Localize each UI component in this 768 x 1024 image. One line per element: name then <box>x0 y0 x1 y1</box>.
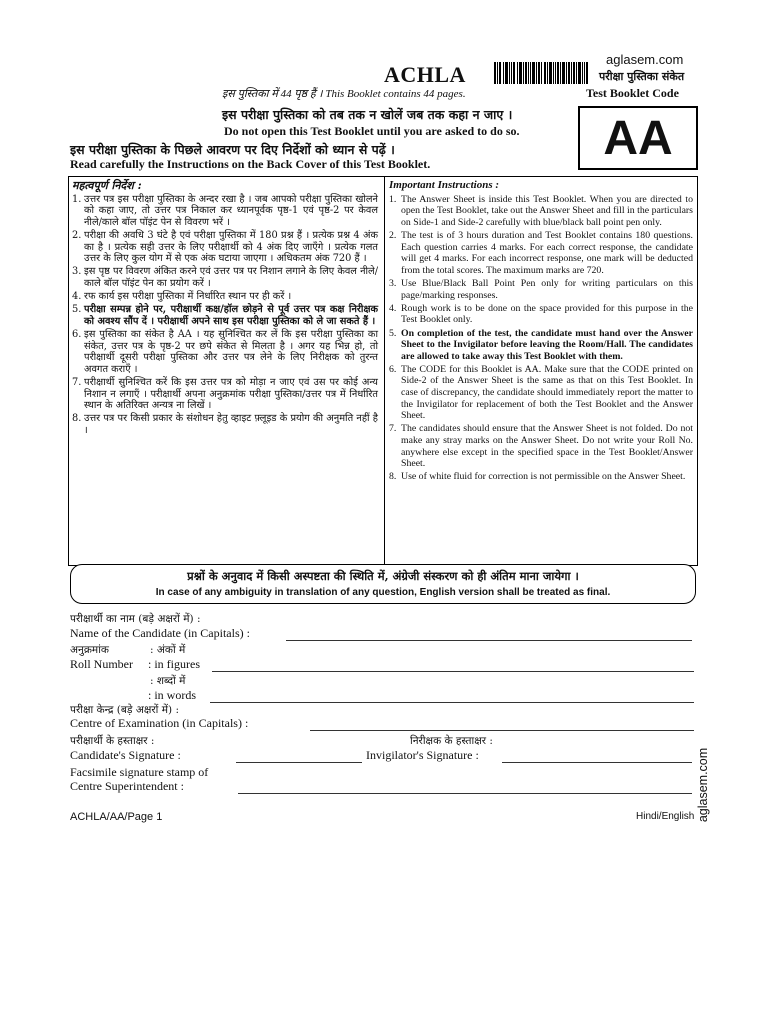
roll-number-label: Roll Number <box>70 657 133 671</box>
item-text: परीक्षा सम्पन्न होने पर, परीक्षार्थी कक्ष/हॉल छोड़ने से पूर्व उत्तर पत्र कक्ष निरीक्षक को अवश्य सौंप दें । परीक्षार्थी अपने साथ इस परीक्षा पुस्तिका को ले जा सकते हैं । <box>84 304 378 327</box>
in-words-label: : in words <box>148 688 196 702</box>
item-text: रफ कार्य इस परीक्षा पुस्तिका में निर्धारित स्थान पर ही करें । <box>84 291 292 303</box>
in-figures-label: : in figures <box>148 657 200 671</box>
instructions-hindi-title: महत्वपूर्ण निर्देश : <box>72 179 142 192</box>
item-number: 3. <box>389 277 397 289</box>
instruction-item-en-8 <box>389 471 693 483</box>
in-words-label-hindi: : शब्दों में <box>150 675 186 687</box>
item-number: 8. <box>72 413 82 425</box>
stamp-label-line1: Facsimile signature stamp of <box>70 765 209 779</box>
item-number: 2. <box>389 229 397 241</box>
page-footer-language: Hindi/English <box>636 811 695 822</box>
ambiguity-notice: In case of any ambiguity in translation of any question, English version shall be treated as final. <box>155 587 611 598</box>
item-text: इस पुस्तिका का संकेत है AA । यह सुनिश्चित कर लें कि इस परीक्षा पुस्तिका का संकेत, उत्तर पत्र के पृष्ठ-2 पर छपे संकेत से मिलता है । अगर यह भिन्न हो, तो परीक्षार्थी दूसरी परीक्षा पुस्तिका और उत्तर पत्र लेने के लिए निरीक्षक को तुरन्त अवगत कराएँ । <box>84 329 378 375</box>
site-watermark-top: aglasem.com <box>606 52 684 67</box>
instruction-item-en-6 <box>389 364 693 422</box>
do-not-open-notice: Do not open this Test Booklet until you are asked to do so. <box>224 124 520 138</box>
stamp-label-line2: Centre Superintendent : <box>70 779 184 793</box>
item-number: 5. <box>389 327 397 339</box>
superintendent-stamp-field[interactable] <box>238 793 692 794</box>
item-number: 5. <box>72 304 82 316</box>
item-text: परीक्षा की अवधि 3 घंटे है एवं परीक्षा पुस्तिका में 180 प्रश्न हैं । प्रत्येक प्रश्न 4 अंक का है । प्रत्येक सही उत्तर के लिए परीक्षार्थी को 4 अंक दिए जाएँगे । प्रत्येक गलत उत्तर के लिए कुल योग में से एक अंक घटाया जाएगा । अधिकतम अंक 720 हैं । <box>84 229 378 265</box>
instruction-item-hi-8 <box>72 413 378 436</box>
candidate-name-label: Name of the Candidate (in Capitals) : <box>70 626 250 640</box>
instruction-item-hi-7 <box>72 377 378 412</box>
instructions-hindi-column <box>72 180 378 438</box>
exam-centre-field[interactable] <box>310 730 694 731</box>
item-number: 4. <box>72 291 82 303</box>
item-number: 1. <box>72 193 82 205</box>
invigilator-signature-label-hindi: निरीक्षक के हस्ताक्षर : <box>410 735 493 747</box>
booklet-code-label: Test Booklet Code <box>586 86 679 100</box>
back-cover-notice: Read carefully the Instructions on the Back Cover of this Test Booklet. <box>70 157 431 171</box>
booklet-title: ACHLA <box>384 62 466 87</box>
item-text: On completion of the test, the candidate must hand over the Answer Sheet to the Invigilator before leaving the Room/Hall. The candidates are allowed to take away this Test Booklet with them. <box>401 327 693 362</box>
back-cover-notice-hindi: इस परीक्षा पुस्तिका के पिछले आवरण पर दिए निर्देशों को ध्यान से पढ़ें । <box>70 142 395 157</box>
item-text: परीक्षार्थी सुनिश्चित करें कि इस उत्तर पत्र को मोड़ा न जाए एवं उस पर कोई अन्य निशान न लगाएँ । परीक्षार्थी अपना अनुक्रमांक परीक्षा पुस्तिका/उत्तर पत्र में निर्धारित स्थान के अतिरिक्त अन्यत्र ना लिखें । <box>84 377 378 412</box>
roll-number-label-hindi: अनुक्रमांक <box>70 644 109 656</box>
item-number: 4. <box>389 302 397 314</box>
instructions-divider <box>384 176 385 566</box>
in-figures-label-hindi: : अंकों में <box>150 644 186 656</box>
invigilator-signature-label: Invigilator's Signature : <box>366 748 479 762</box>
instruction-item-en-5 <box>389 328 693 363</box>
barcode-icon <box>494 62 588 84</box>
instruction-item-hi-3 <box>72 266 378 289</box>
item-number: 6. <box>389 363 397 375</box>
item-text: Rough work is to be done on the space provided for this purpose in the Test Booklet only. <box>401 302 693 326</box>
item-number: 7. <box>389 423 397 435</box>
item-text: The candidates should ensure that the Answer Sheet is not folded. Do not make any stray marks on the Answer Sheet. Do not write your Roll No. anywhere else except in the specified space in the Test Booklet/Answer Sheet. <box>401 423 693 470</box>
booklet-code-box: AA <box>578 106 698 170</box>
instruction-item-hi-1 <box>72 194 378 229</box>
instruction-item-en-2 <box>389 230 693 276</box>
candidate-signature-label: Candidate's Signature : <box>70 748 181 762</box>
invigilator-signature-field[interactable] <box>502 762 692 763</box>
item-number: 3. <box>72 266 82 278</box>
candidate-signature-field[interactable] <box>236 762 362 763</box>
candidate-signature-label-hindi: परीक्षार्थी के हस्ताक्षर : <box>70 735 155 747</box>
page-footer-id: ACHLA/AA/Page 1 <box>70 811 163 823</box>
item-text: उत्तर पत्र इस परीक्षा पुस्तिका के अन्दर रखा है । जब आपको परीक्षा पुस्तिका खोलने को कहा जाए, तो उत्तर पत्र निकाल कर ध्यानपूर्वक पृष्ठ-1 एवं पृष्ठ-2 पर केवल नीले/काले बॉल पॉइंट पेन से विवरण भरें । <box>84 193 378 228</box>
instruction-item-hi-4 <box>72 291 378 303</box>
item-text: The Answer Sheet is inside this Test Booklet. When you are directed to open the Test Booklet, take out the Answer Sheet and fill in the particulars on Side-1 and Side-2 carefully with blue/black ball point pen only. <box>401 193 693 228</box>
item-text: इस पृष्ठ पर विवरण अंकित करने एवं उत्तर पत्र पर निशान लगाने के लिए केवल नीले/काले बॉल पॉइंट पेन का प्रयोग करें । <box>84 266 378 289</box>
roll-number-words-field[interactable] <box>210 702 694 703</box>
instruction-item-en-4 <box>389 303 693 326</box>
do-not-open-hindi: इस परीक्षा पुस्तिका को तब तक न खोलें जब तक कहा न जाए । <box>222 107 513 122</box>
item-number: 6. <box>72 329 82 341</box>
instruction-item-hi-5 <box>72 304 378 327</box>
candidate-name-field[interactable] <box>286 640 692 641</box>
instruction-item-en-1 <box>389 194 693 229</box>
ambiguity-notice-hindi: प्रश्नों के अनुवाद में किसी अस्पष्टता की स्थिति में, अंग्रेजी संस्करण को ही अंतिम माना जायेगा । <box>187 569 579 583</box>
exam-centre-label: Centre of Examination (in Capitals) : <box>70 716 249 730</box>
item-text: Use Blue/Black Ball Point Pen only for writing particulars on this page/marking responses. <box>401 277 693 301</box>
site-watermark-side: aglasem.com <box>696 747 710 823</box>
roll-number-figures-field[interactable] <box>212 671 694 672</box>
booklet-code-label-hindi: परीक्षा पुस्तिका संकेत <box>599 70 685 83</box>
instruction-item-hi-6 <box>72 329 378 375</box>
instructions-english-title: Important Instructions : <box>389 179 500 191</box>
item-number: 2. <box>72 229 82 241</box>
instruction-item-hi-2 <box>72 230 378 265</box>
item-text: The CODE for this Booklet is AA. Make sure that the CODE printed on Side-2 of the Answer Sheet is the same as that on this Test Booklet. In case of discrepancy, the candidate should immediately report the matter to the Invigilator for replacement of both the Test Booklet and the Answer Sheet. <box>401 363 693 422</box>
instruction-item-en-3 <box>389 278 693 301</box>
pages-count-line: इस पुस्तिका में 44 पृष्ठ हैं । This Booklet contains 44 pages. <box>222 88 466 100</box>
item-number: 8. <box>389 471 397 483</box>
exam-centre-label-hindi: परीक्षा केन्द्र (बड़े अक्षरों में) : <box>70 704 179 716</box>
candidate-name-label-hindi: परीक्षार्थी का नाम (बड़े अक्षरों में) : <box>70 613 201 625</box>
item-text: The test is of 3 hours duration and Test Booklet contains 180 questions. Each question carries 4 marks. For each correct response, the candidate will get 4 marks. For each incorrect response, one mark will be deducted from the total scores. The maximum marks are 720. <box>401 229 693 276</box>
item-number: 7. <box>72 377 82 389</box>
item-text: उत्तर पत्र पर किसी प्रकार के संशोधन हेतु व्हाइट फ़्लूइड के प्रयोग की अनुमति नहीं है । <box>84 413 378 437</box>
instruction-item-en-7 <box>389 423 693 469</box>
item-text: Use of white fluid for correction is not permissible on the Answer Sheet. <box>401 471 686 483</box>
item-number: 1. <box>389 193 397 205</box>
instructions-english-column <box>389 180 693 485</box>
